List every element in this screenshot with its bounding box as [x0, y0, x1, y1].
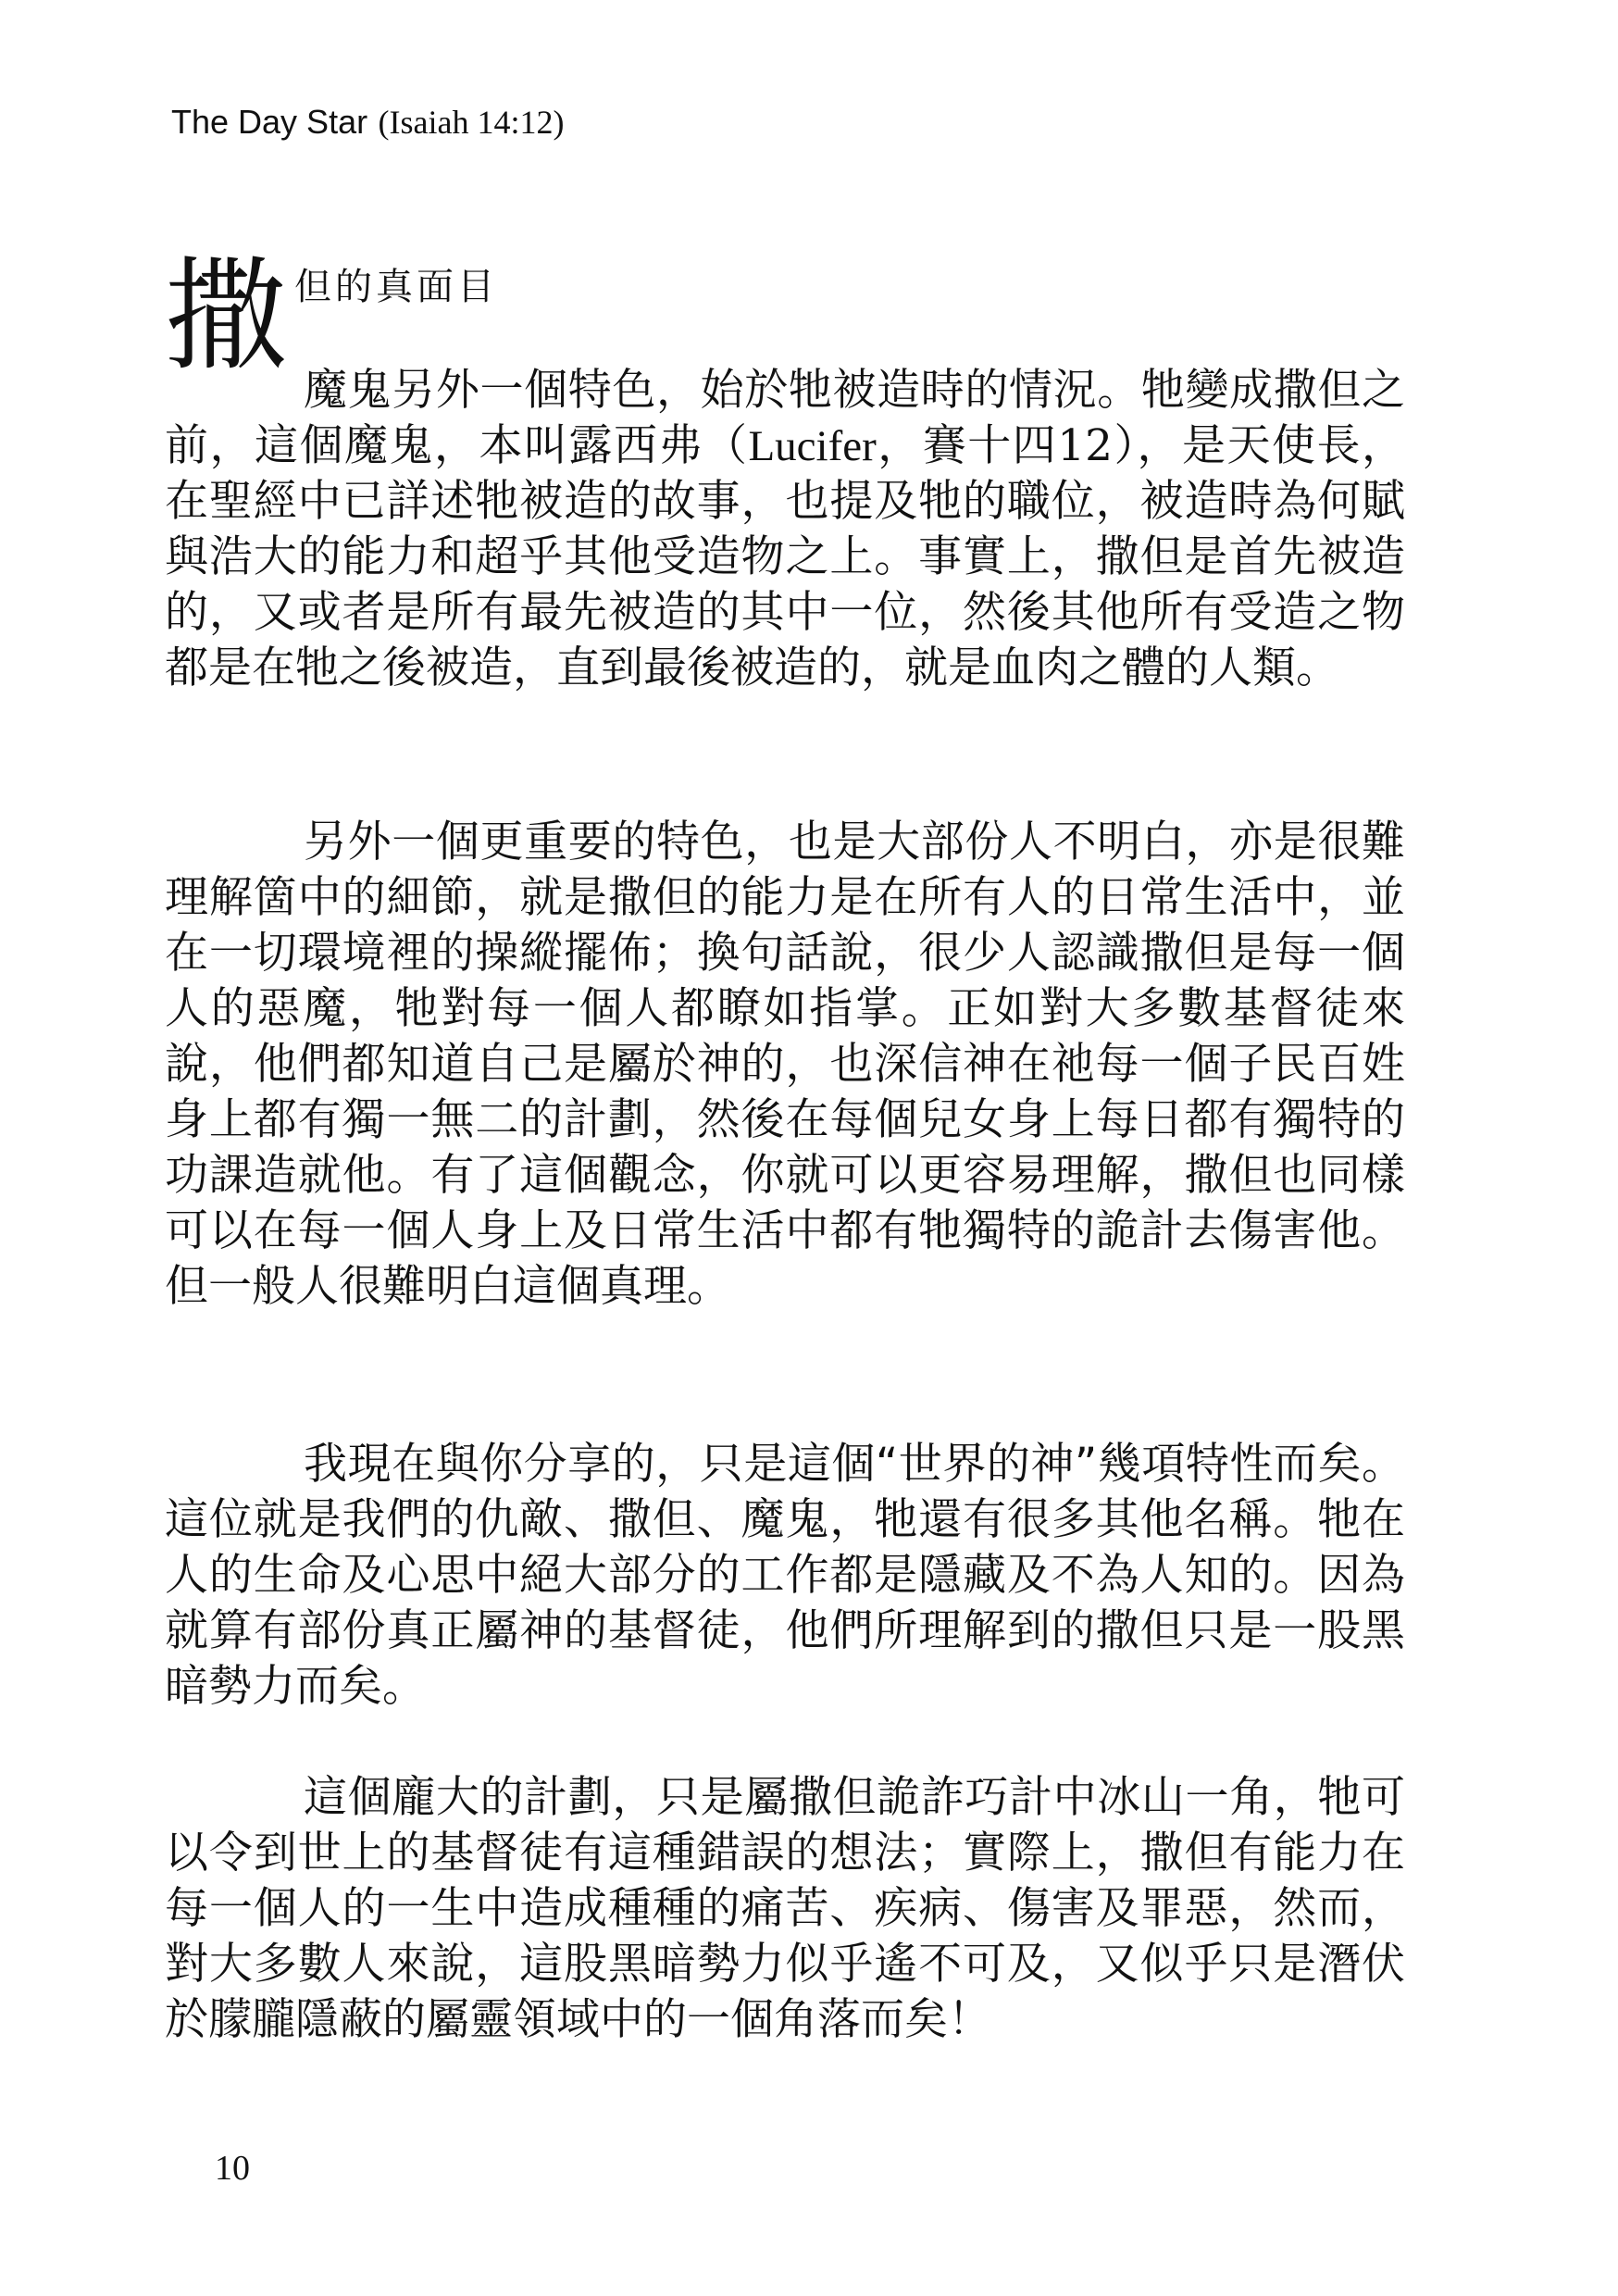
paragraph-1-latin-name: Lucifer [748, 422, 877, 470]
paragraph-2: 另外一個更重要的特色，也是大部份人不明白，亦是很難理解箇中的細節，就是撒但的能力是在所有人的日常生活中，並在一切環境裡的操縱擺佈；換句話說，很少人認識撒但是每一個人的惡魔，牠對每一個人都瞭如指掌。正如對大多數基督徒來說，他們都知道自己是屬於神的，也深信神在祂每一個子民百姓身上都有獨一無二的計劃，然後在每個兒女身上每日都有獨特的功課造就他。有了這個觀念，你就可以更容易理解，撒但也同樣可以在每一個人身上及日常生活中都有牠獨特的詭計去傷害他。但一般人很難明白這個真理。 [165, 817, 1405, 1312]
page-number: 10 [215, 2149, 250, 2188]
running-header [171, 100, 564, 145]
paragraph-3: 我現在與你分享的，只是這個“世界的神”幾項特性而矣。這位就是我們的仇敵、撒但、魔鬼，牠還有很多其他名稱。牠在人的生命及心思中絕大部分的工作都是隱藏及不為人知的。因為就算有部份真正屬神的基督徒，他們所理解到的撒但只是一股黑暗勢力而矣。 [165, 1439, 1405, 1712]
heading-text: 但的真面目 [294, 266, 498, 308]
paragraph-1-text-a: 魔鬼另外一個特色，始於牠被造時的情況。牠變成撒但之前，這個魔鬼，本叫露西弗（ [165, 365, 1405, 471]
paragraph-1 [165, 363, 1405, 696]
paragraph-4: 這個龐大的計劃，只是屬撒但詭詐巧計中冰山一角，牠可以令到世上的基督徒有這種錯誤的想法；實際上，撒但有能力在每一個人的一生中造成種種的痛苦、疾病、傷害及罪惡，然而，對大多數人來說，這股黑暗勢力似乎遙不可及，又似乎只是潛伏於朦朧隱蔽的屬靈領域中的一個角落而矣！ [165, 1772, 1405, 2045]
paragraph-1-text-b: ， [876, 420, 923, 471]
heading-drop-cap: 撒 [165, 245, 287, 388]
paragraph-1-text-c: ），是天使長，在聖經中已詳述牠被造的故事，也提及牠的職位，被造時為何賦與浩大的能力和超乎其他受造物之上。事實上，撒但是首先被造的，又或者是所有最先被造的其中一位，然後其他所有受造之物都是在牠之後被造，直到最後被造的，就是血肉之體的人類。 [165, 420, 1406, 693]
running-header-title: The Day Star [171, 103, 368, 141]
running-header-reference: (Isaiah 14:12) [378, 104, 565, 141]
paragraph-1-citation: 賽十四12 [922, 420, 1114, 471]
